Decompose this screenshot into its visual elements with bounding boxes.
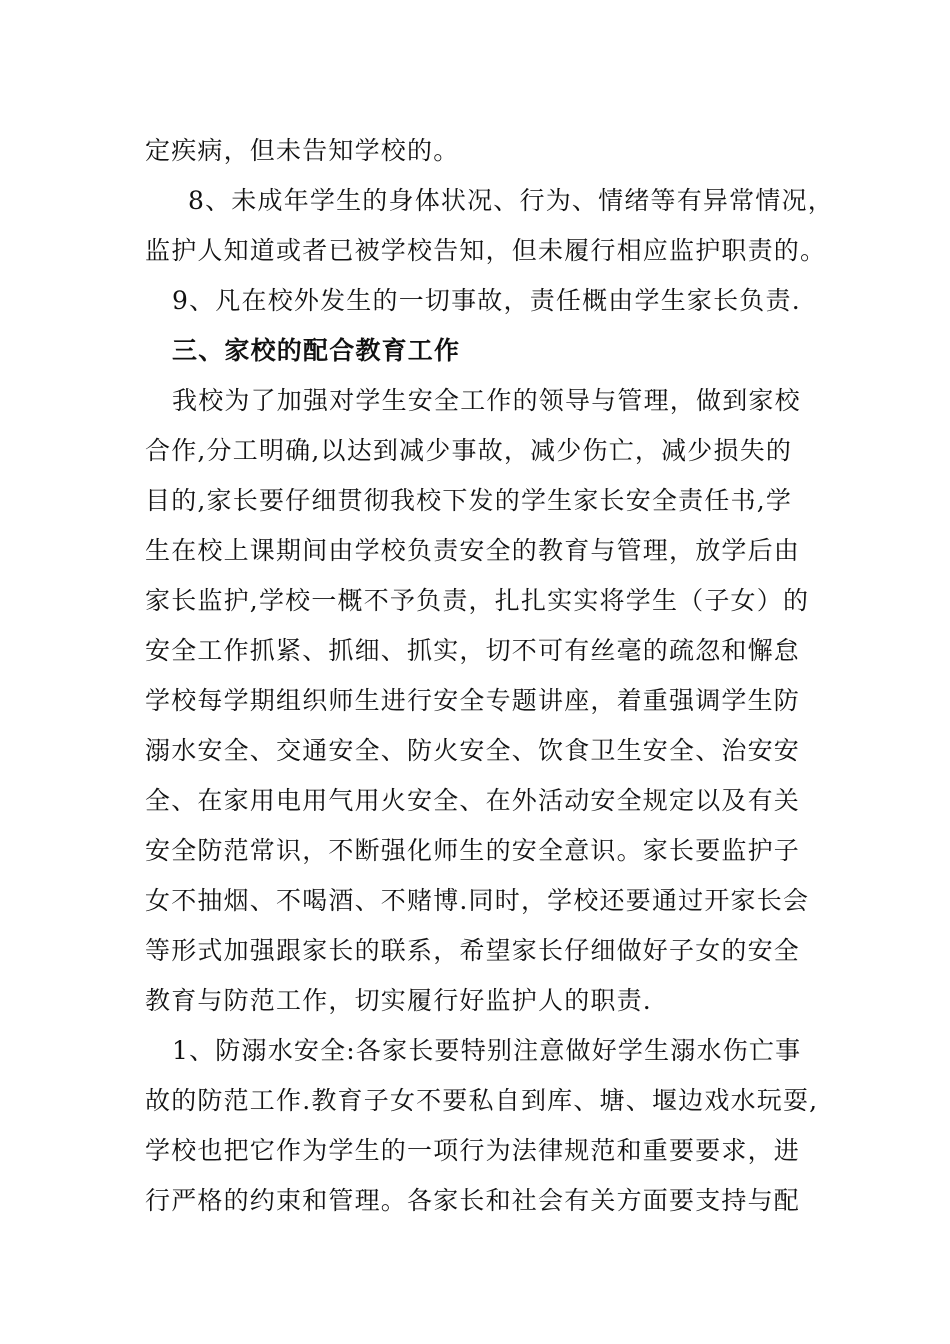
text-line-3: 监护人知道或者已被学校告知，但未履行相应监护职责的。 xyxy=(145,236,827,265)
text-line-18: 教育与防范工作，切实履行好监护人的职责. xyxy=(145,986,652,1015)
text-line-4: 9、凡在校外发生的一切事故，责任概由学生家长负责. xyxy=(172,286,801,315)
text-line-21: 学校也把它作为学生的一项行为法律规范和重要要求，进 xyxy=(145,1136,801,1165)
text-line-13: 溺水安全、交通安全、防火安全、饮食卫生安全、治安安 xyxy=(145,736,801,765)
text-line-14: 全、在家用电用气用火安全、在外活动安全规定以及有关 xyxy=(145,786,801,815)
text-line-19: 1、防溺水安全:各家长要特别注意做好学生溺水伤亡事 xyxy=(172,1036,802,1065)
text-line-16: 女不抽烟、不喝酒、不赌博.同时，学校还要通过开家长会 xyxy=(145,886,810,915)
text-line-7: 合作,分工明确,以达到减少事故，减少伤亡，减少损失的 xyxy=(145,436,793,465)
text-line-2: 8、未成年学生的身体状况、行为、情绪等有异常情况， xyxy=(188,186,834,215)
text-line-8: 目的,家长要仔细贯彻我校下发的学生家长安全责任书,学 xyxy=(145,486,793,515)
text-line-6: 我校为了加强对学生安全工作的领导与管理，做到家校 xyxy=(172,386,801,415)
text-line-11: 安全工作抓紧、抓细、抓实，切不可有丝毫的疏忽和懈怠 xyxy=(145,636,801,665)
section-heading: 三、家校的配合教育工作 xyxy=(172,336,461,365)
text-line-1: 定疾病，但未告知学校的。 xyxy=(145,136,460,165)
text-line-12: 学校每学期组织师生进行安全专题讲座，着重强调学生防 xyxy=(145,686,801,715)
text-line-17: 等形式加强跟家长的联系，希望家长仔细做好子女的安全 xyxy=(145,936,801,965)
text-line-9: 生在校上课期间由学校负责安全的教育与管理，放学后由 xyxy=(145,536,801,565)
text-line-20: 故的防范工作.教育子女不要私自到库、塘、堰边戏水玩耍, xyxy=(145,1086,819,1115)
text-line-15: 安全防范常识，不断强化师生的安全意识。家长要监护子 xyxy=(145,836,801,865)
text-line-10: 家长监护,学校一概不予负责，扎扎实实将学生（子女）的 xyxy=(145,586,810,615)
text-line-22: 行严格的约束和管理。各家长和社会有关方面要支持与配 xyxy=(145,1186,801,1215)
